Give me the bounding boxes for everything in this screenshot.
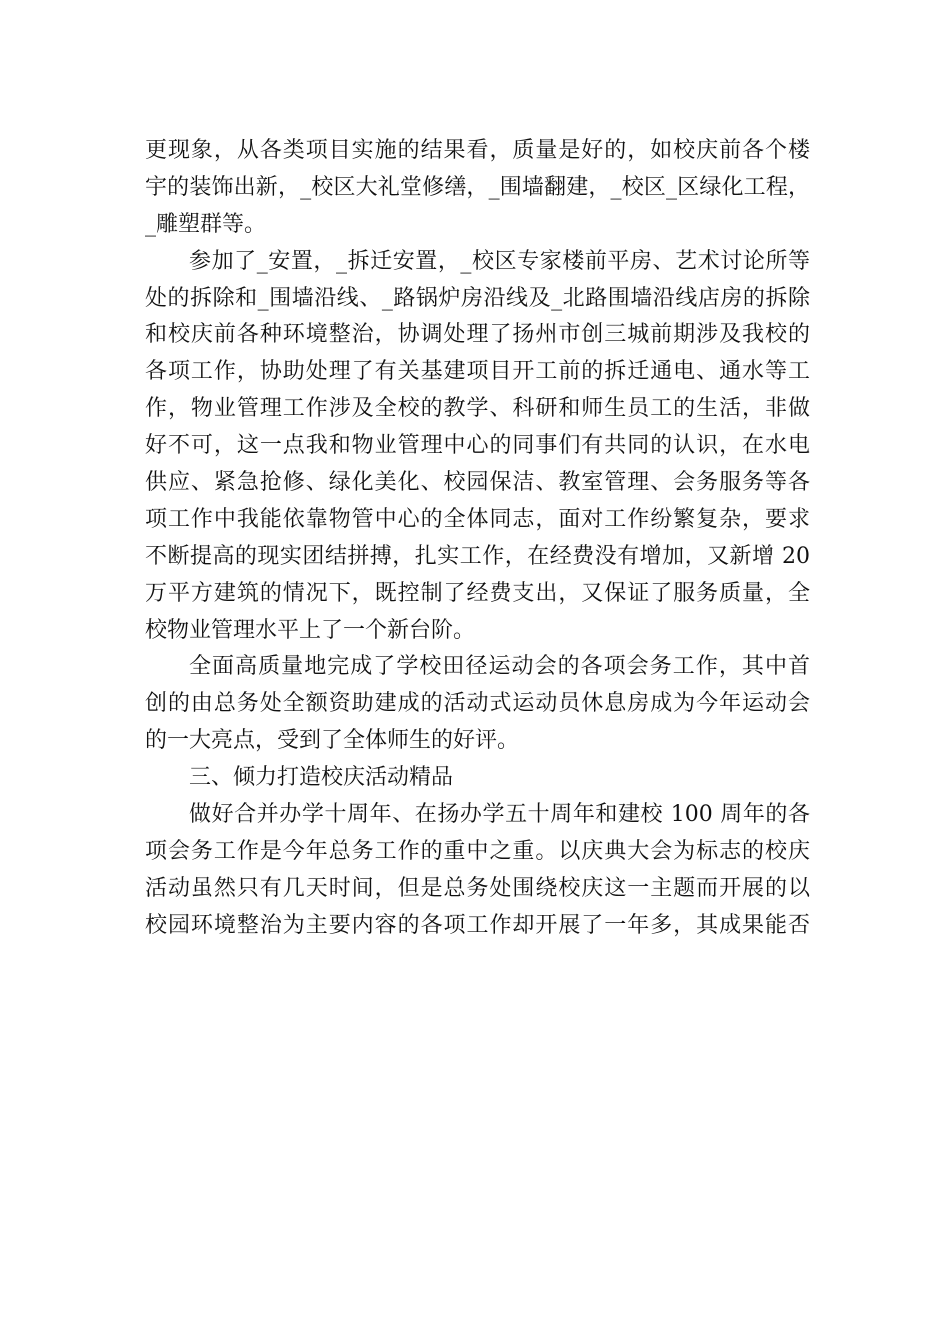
paragraph-line: 校园环境整治为主要内容的各项工作却开展了一年多，其成果能否 — [145, 912, 810, 938]
paragraph-line: 宇的装饰出新，_校区大礼堂修缮，_围墙翻建，_校区_区绿化工程， — [145, 174, 810, 200]
paragraph-line: 校物业管理水平上了一个新台阶。 — [145, 617, 476, 643]
paragraph-4 — [145, 797, 810, 945]
paragraph-line: 供应、紧急抢修、绿化美化、校园保洁、教室管理、会务服务等各 — [145, 470, 810, 496]
document-body — [145, 133, 810, 945]
paragraph-line: _雕塑群等。 — [145, 211, 267, 237]
paragraph-line: 活动虽然只有几天时间，但是总务处围绕校庆这一主题而开展的以 — [145, 875, 810, 901]
paragraph-3 — [145, 649, 810, 760]
paragraph-2 — [145, 244, 810, 650]
section-heading-text: 三、倾力打造校庆活动精品 — [189, 765, 454, 791]
paragraph-line: 好不可，这一点我和物业管理中心的同事们有共同的认识，在水电 — [145, 433, 810, 459]
paragraph-line: 各项工作，协助处理了有关基建项目开工前的拆迁通电、通水等工 — [145, 359, 810, 385]
paragraph-line: 项会务工作是今年总务工作的重中之重。以庆典大会为标志的校庆 — [145, 838, 810, 864]
paragraph-line: 和校庆前各种环境整治，协调处理了扬州市创三城前期涉及我校的 — [145, 322, 810, 348]
paragraph-line: 的一大亮点，受到了全体师生的好评。 — [145, 728, 520, 754]
paragraph-line: 万平方建筑的情况下，既控制了经费支出，又保证了服务质量，全 — [145, 580, 810, 606]
paragraph-line: 不断提高的现实团结拼搏，扎实工作，在经费没有增加，又新增 20 — [145, 543, 810, 569]
paragraph-line: 处的拆除和_围墙沿线、_路锅炉房沿线及_北路围墙沿线店房的拆除 — [145, 285, 810, 311]
paragraph-line: 创的由总务处全额资助建成的活动式运动员休息房成为今年运动会 — [145, 691, 810, 717]
paragraph-line: 项工作中我能依靠物管中心的全体同志，面对工作纷繁复杂，要求 — [145, 506, 810, 532]
paragraph-line: 更现象，从各类项目实施的结果看，质量是好的，如校庆前各个楼 — [145, 138, 810, 163]
paragraph-line: 全面高质量地完成了学校田径运动会的各项会务工作，其中首 — [189, 654, 810, 680]
section-heading — [145, 760, 810, 797]
paragraph-1 — [145, 133, 810, 244]
paragraph-line: 参加了_安置，_拆迁安置，_校区专家楼前平房、艺术讨论所等 — [189, 248, 810, 274]
paragraph-line: 作，物业管理工作涉及全校的教学、科研和师生员工的生活，非做 — [145, 396, 810, 422]
paragraph-line: 做好合并办学十周年、在扬办学五十周年和建校 100 周年的各 — [189, 802, 810, 828]
